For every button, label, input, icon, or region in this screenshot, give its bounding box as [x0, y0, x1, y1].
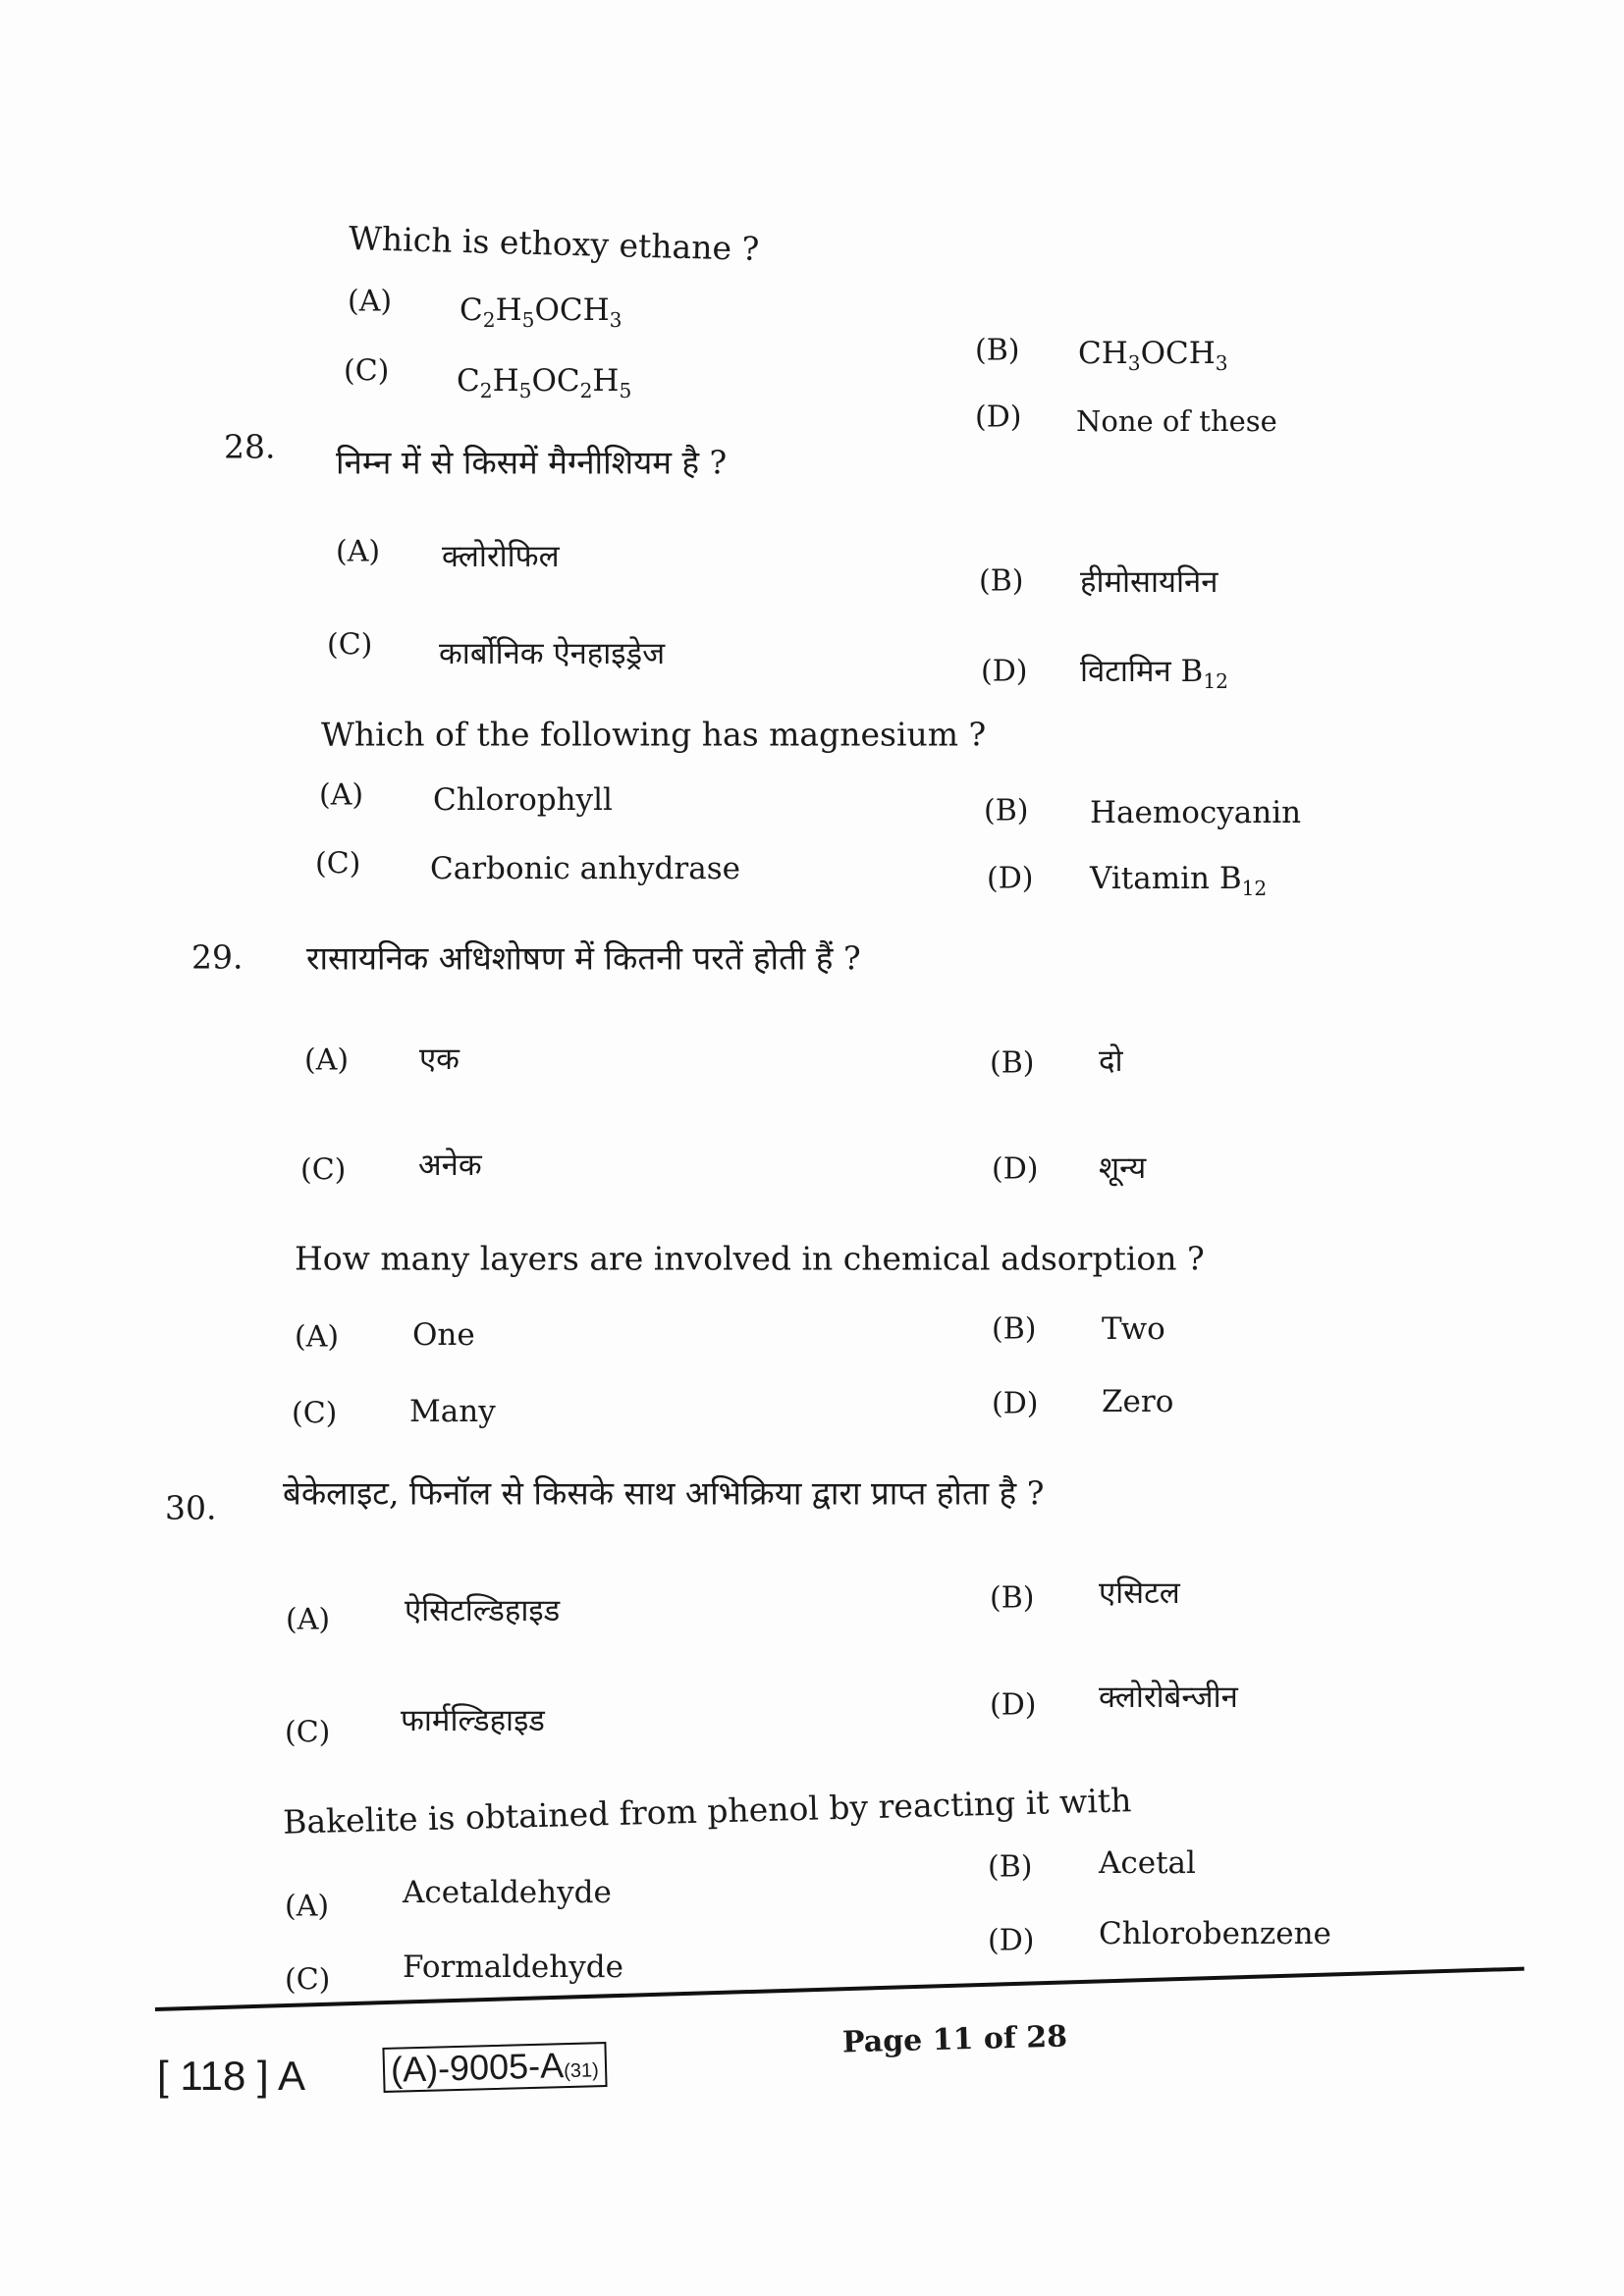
q29-hindi-b-label: (B)	[990, 1045, 1035, 1081]
q30-hindi-c-text: फार्मल्डिहाइड	[401, 1703, 545, 1738]
q28-english-question: Which of the following has magnesium ?	[321, 715, 987, 754]
q30-english-a-label: (A)	[285, 1889, 330, 1924]
q30-hindi-b-label: (B)	[990, 1580, 1035, 1616]
q30-hindi-a-text: ऐसिटल्डिहाइड	[405, 1593, 561, 1629]
q28-hindi-c-text: कार्बोनिक ऐनहाइड्रेज	[439, 636, 666, 671]
q28-english-b-label: (B)	[984, 793, 1029, 828]
q29-english-d-text: Zero	[1102, 1384, 1174, 1419]
q27-option-c-text: $C_2H_5OC_2H_5$	[457, 362, 632, 403]
q28-english-c-text: Carbonic anhydrase	[430, 851, 740, 886]
q28-hindi-b-label: (B)	[979, 563, 1024, 599]
q28-english-a-label: (A)	[319, 777, 364, 813]
q27-option-d-text: None of these	[1076, 404, 1277, 438]
q28-hindi-d-text: विटामिन $B_{12}$	[1080, 653, 1228, 694]
q29-hindi-a-label: (A)	[304, 1042, 350, 1078]
q30-english-question: Bakelite is obtained from phenol by reacting it with	[282, 1781, 1132, 1842]
q28-hindi-c-label: (C)	[327, 627, 373, 663]
q29-english-c-text: Many	[409, 1394, 496, 1429]
footer-code: [ 118 ] A	[157, 2053, 305, 2099]
q28-hindi-a-label: (A)	[336, 534, 381, 569]
q27-option-a-text: $C_2H_5OCH_3$	[460, 292, 623, 333]
q29-number: 29.	[191, 937, 244, 977]
q30-hindi-b-text: एसिटल	[1099, 1575, 1180, 1611]
q29-english-d-label: (D)	[992, 1386, 1039, 1421]
q29-hindi-d-label: (D)	[992, 1151, 1039, 1187]
q27-option-a-label: (A)	[348, 284, 393, 319]
q27-english-question: Which is ethoxy ethane ?	[348, 219, 760, 268]
q28-hindi-d-label: (D)	[981, 654, 1028, 689]
q29-english-c-label: (C)	[292, 1396, 338, 1431]
q29-english-b-label: (B)	[992, 1311, 1037, 1347]
q28-english-b-text: Haemocyanin	[1090, 795, 1302, 830]
q30-number: 30.	[165, 1488, 217, 1527]
q29-hindi-d-text: शून्य	[1099, 1150, 1147, 1186]
q30-english-d-label: (D)	[988, 1923, 1035, 1958]
q29-hindi-b-text: दो	[1099, 1043, 1123, 1079]
q28-english-d-text: Vitamin $B_{12}$	[1090, 860, 1268, 901]
q28-number: 28.	[224, 427, 276, 466]
q29-hindi-question: रासायनिक अधिशोषण में कितनी परतें होती हैं ?	[306, 938, 861, 978]
q30-english-c-label: (C)	[285, 1962, 331, 1998]
footer-booklet-code: (A)-9005-A(31)	[382, 2042, 607, 2093]
q29-english-a-text: One	[412, 1317, 475, 1353]
q28-hindi-b-text: हीमोसायनिन	[1080, 564, 1218, 600]
footer-rule	[155, 1967, 1525, 2011]
q30-english-b-text: Acetal	[1099, 1845, 1196, 1881]
q30-english-b-label: (B)	[988, 1849, 1033, 1885]
q29-english-question: How many layers are involved in chemical adsorption ?	[295, 1239, 1205, 1278]
q29-english-b-text: Two	[1102, 1311, 1165, 1347]
q27-option-c-label: (C)	[344, 353, 390, 389]
q29-hindi-c-text: अनेक	[418, 1148, 482, 1183]
q30-english-d-text: Chlorobenzene	[1099, 1916, 1331, 1951]
q27-option-b-label: (B)	[975, 333, 1020, 368]
q30-hindi-a-label: (A)	[286, 1602, 331, 1637]
q28-hindi-a-text: क्लोरोफिल	[442, 539, 560, 574]
page-number: Page 11 of 28	[841, 2019, 1068, 2060]
q30-english-c-text: Formaldehyde	[403, 1949, 623, 1985]
q30-hindi-d-label: (D)	[990, 1687, 1037, 1723]
q30-hindi-c-label: (C)	[285, 1715, 331, 1750]
q29-hindi-a-text: एक	[419, 1041, 460, 1077]
q28-hindi-question: निम्न में से किसमें मैग्नीशियम है ?	[336, 443, 728, 482]
q29-english-a-label: (A)	[295, 1319, 340, 1355]
q28-english-a-text: Chlorophyll	[433, 782, 613, 818]
q30-hindi-d-text: क्लोरोबेन्जीन	[1099, 1680, 1238, 1715]
q28-english-c-label: (C)	[315, 846, 361, 881]
q27-option-b-text: $CH_3OCH_3$	[1078, 335, 1228, 376]
q29-hindi-c-label: (C)	[300, 1152, 347, 1188]
q30-english-a-text: Acetaldehyde	[403, 1875, 612, 1910]
q27-option-d-label: (D)	[975, 400, 1022, 435]
q30-hindi-question: बेकेलाइट, फिनॉल से किसके साथ अभिक्रिया द्वारा प्राप्त होता है ?	[283, 1473, 1045, 1513]
q28-english-d-label: (D)	[987, 861, 1034, 896]
